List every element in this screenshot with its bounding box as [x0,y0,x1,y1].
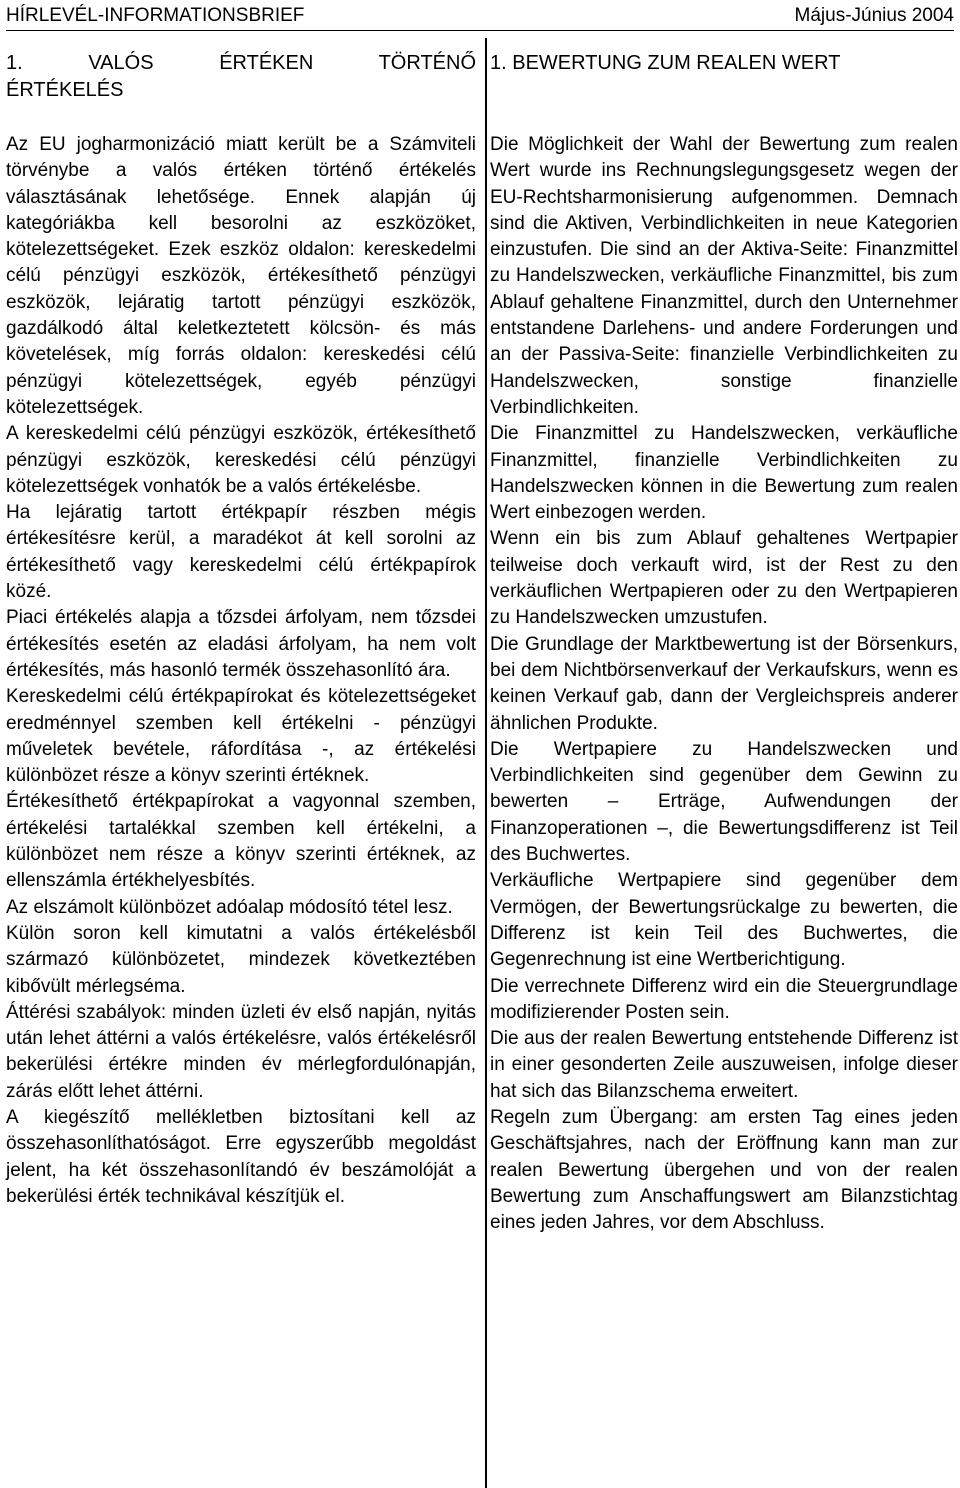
hungarian-section-title [6,50,476,104]
hungarian-paragraph: Kereskedelmi célú értékpapírokat és kötelezettségeket eredménnyel szemben kell értékelni - pénzügyi műveletek bevétele, ráfordítása -, az értékelési különbözet része a könyv szerinti értéknek. [6,686,476,787]
newsletter-title: HÍRLEVÉL-INFORMATIONSBRIEF [6,5,305,26]
hungarian-paragraph: Az elszámolt különbözet adóalap módosító tétel lesz. [6,896,453,918]
german-column [490,38,958,1488]
issue-date: Május-Június 2004 [794,5,954,26]
hungarian-paragraph: Piaci értékelés alapja a tőzsdei árfolyam, nem tőzsdei értékesítés esetén az eladási árfolyam, ha nem volt értékesítés, más hasonló termék összehasonlító ára. [6,607,476,681]
two-column-article [6,38,958,1488]
german-paragraph: Regeln zum Übergang: am ersten Tag eines jeden Geschäftsjahres, nach der Eröffnung kann man zur realen Bewertung übergehen und von der realen Bewertung zum Anschaffungswert am Bilanzstichtag eines jeden Jahres, vor dem Abschluss. [490,1106,958,1234]
hungarian-title-line2: ÉRTÉKELÉS [6,79,124,101]
german-paragraph: Die Grundlage der Marktbewertung ist der Börsenkurs, bei dem Nichtbörsenverkauf der Verkaufskurs, wenn es keinen Verkauf gab, dann der Vergleichspreis anderer ähnlichen Produkte. [490,633,958,734]
hungarian-paragraph: Ha lejáratig tartott értékpapír részben mégis értékesítésre kerül, a maradékot át kell sorolni az értékesíthető vagy kereskedelmi célú értékpapírok közé. [6,502,476,603]
german-paragraph: Die Wertpapiere zu Handelszwecken und Verbindlichkeiten sind gegenüber dem Gewinn zu bewerten – Erträge, Aufwendungen der Finanzoperationen –, die Bewertungsdifferenz ist Teil des Buchwertes. [490,738,958,866]
hungarian-paragraph: Értékesíthető értékpapírokat a vagyonnal szemben, értékelési tartalékkal szemben kell értékelni, a különbözet nem része a könyv szerinti értéknek, az ellenszámla értékhelyesbítés. [6,791,476,892]
hungarian-paragraph: A kiegészítő mellékletben biztosítani kell az összehasonlíthatóságot. Erre egyszerűbb megoldást jelent, ha két összehasonlítandó év beszámolóját a bekerülési érték technikával készítjük el. [6,1106,476,1207]
hungarian-body [6,132,476,1210]
hungarian-paragraph: Az EU jogharmonizáció miatt került be a Számviteli törvénybe a valós értéken történő értékelés választásának lehetősége. Ennek alapján új kategóriákba kell besorolni az eszközöket, kötelezettségeket. Ezek eszköz oldalon: kereskedelmi célú pénzügyi eszközök, értékesíthető pénzügyi eszközök, lejáratig tartott pénzügyi eszközök, gazdálkodó által keletkeztetett kölcsön- és más követelések, míg forrás oldalon: kereskedési célú pénzügyi kötelezettségek, egyéb pénzügyi kötelezettségek. [6,134,476,418]
hungarian-title-line1: 1. VALÓS ÉRTÉKEN TÖRTÉNŐ [6,52,476,74]
german-paragraph: Die verrechnete Differenz wird ein die Steuergrundlage modifizierender Posten sein. [490,975,958,1023]
hungarian-paragraph: Áttérési szabályok: minden üzleti év első napján, nyitás után lehet áttérni a valós értékelésre, valós értékelésről bekerülési értékre minden év mérlegfordulónapján, zárás előtt lehet áttérni. [6,1001,476,1102]
german-paragraph: Die Finanzmittel zu Handelszwecken, verkäufliche Finanzmittel, finanzielle Verbindlichkeiten zu Handelszwecken können in die Bewertung zum realen Wert einbezogen werden. [490,423,958,524]
german-body [490,132,958,1236]
german-section-title: 1. BEWERTUNG ZUM REALEN WERT [490,52,841,74]
hungarian-column [6,38,476,1488]
newsletter-header [6,4,954,31]
german-paragraph: Die Möglichkeit der Wahl der Bewertung zum realen Wert wurde ins Rechnungslegungsgesetz wegen der EU-Rechtsharmonisierung aufgenommen. Demnach sind die Aktiven, Verbindlichkeiten in neue Kategorien einzustufen. Die sind an der Aktiva-Seite: Finanzmittel zu Handelszwecken, verkäufliche Finanzmittel, bis zum Ablauf gehaltene Finanzmittel, durch den Unternehmer entstandene Darlehens- und andere Forderungen und an der Passiva-Seite: finanzielle Verbindlichkeiten zu Handelszwecken, sonstige finanzielle Verbindlichkeiten. [490,134,958,418]
hungarian-paragraph: A kereskedelmi célú pénzügyi eszközök, értékesíthető pénzügyi eszközök, kereskedési célú pénzügyi kötelezettségek vonhatók be a valós értékelésbe. [6,423,476,497]
german-paragraph: Die aus der realen Bewertung entstehende Differenz ist in einer gesonderten Zeile auszuweisen, infolge dieser hat sich das Bilanzschema erweitert. [490,1028,958,1102]
german-paragraph: Verkäufliche Wertpapiere sind gegenüber dem Vermögen, der Bewertungsrückalge zu bewerten, die Differenz ist kein Teil des Buchwertes, die Gegenrechnung ist eine Wertberichtigung. [490,870,958,971]
german-paragraph: Wenn ein bis zum Ablauf gehaltenes Wertpapier teilweise doch verkauft wird, ist der Rest zu den verkäuflichen Wertpapieren oder zu den Wertpapieren zu Handelszwecken umzustufen. [490,528,958,629]
column-divider [485,38,487,1488]
hungarian-paragraph: Külön soron kell kimutatni a valós értékelésből származó különbözetet, mindezek következtében kibővült mérlegséma. [6,922,476,997]
